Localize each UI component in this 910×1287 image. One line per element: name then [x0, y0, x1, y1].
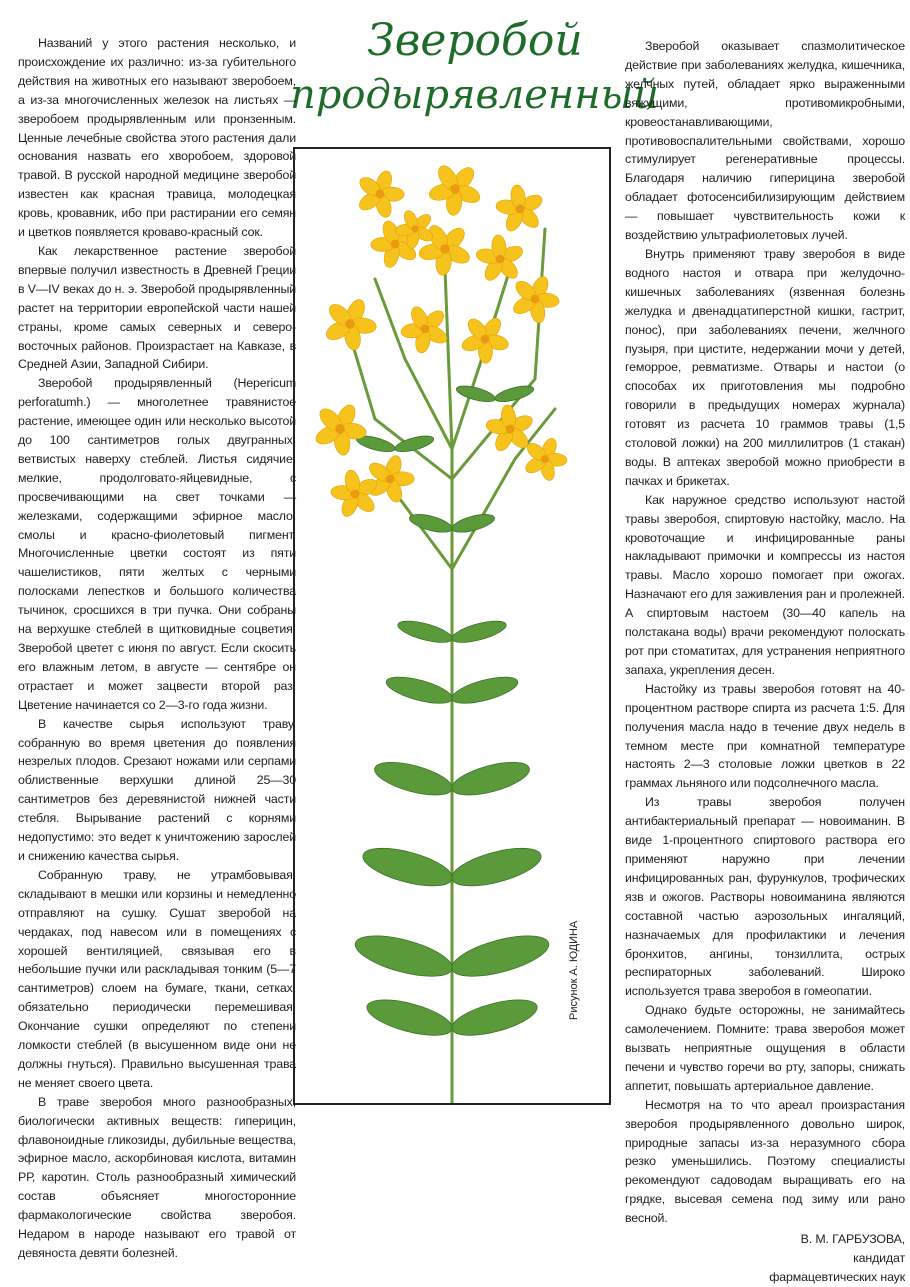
paragraph: Зверобой продырявленный (Hepericum perforatumh.) — многолетнее травянистое растение, имеющее один или несколько высотой до 100 сантиметров голых двугранных, ветвистых наверху стеблей. Листья сидячие, мелкие, продолговато-яйцевидные, с просвечивающими на свет точками — железками, содержащими эфирное масло, смолы и красно-фиолетовый пигмент. Многочисленные цветки состоят из пяти чашелистиков, пяти желтых с черными полосками лепестков и большого количества тычинок, сросшихся в три пучка. Они собраны на верхушке стеблей в щитковидные соцветия. Зверобой цветет с июня по август. Если скосить его влажным летом, в августе — сентябре он отрастает и может зацвести второй раз. Цветение начинается со 2—3-го года жизни. [18, 376, 296, 712]
paragraph: В качестве сырья используют траву, собранную во время цветения до появления незрелых плодов. Срезают ножами или серпами облиственные верхушки длиной 25—30 сантиметров без деревянистой нижней части стебля. Вырывание растений с корнями недопустимо: это ведет к уничтожению зарослей и снижению качества сырья. [18, 716, 296, 863]
paragraph: Несмотря на то что ареал произрастания зверобоя продырявленного довольно широк, природные запасы из-за неразумного сбора резко уменьшились. Поэтому специалисты рекомендуют садоводам выращивать его на грядке, высевая семена под зиму или рано весной. [625, 1097, 905, 1226]
leaf [493, 383, 535, 405]
title-line-2: продырявленный [290, 72, 659, 118]
paragraph: Собранную траву, не утрамбовывая, складывают в мешки или корзины и немедленно отправляют на сушку. Сушат зверобой на чердаках, под навесом или в помещениях с хорошей вентиляцией, связывая его в небольшие пучки или раскладывая тонким (5—7 сантиметров) слоем на бумаге, ткани, сетках, обязательно периодически перемешивая. Окончание сушки определяют по степени ломкости стеблей (в высушенном виде они не должны гнуться). Правильно высушенная трава не меняет своего цвета. [18, 867, 296, 1090]
article-title [290, 0, 659, 140]
left-text-column [18, 34, 296, 1263]
leaf [448, 841, 545, 894]
flower [348, 163, 411, 225]
paragraph: Из травы зверобоя получен антибактериальный препарат — новоиманин. В виде 1-процентного спиртового раствора его применяют наружно при лечении инфицированных ран, фурункулов, трофических язв и ожогов. Растворы новоиманина являются составной частью аэрозольных ингаляций, назначаемых для профилактики и лечения бронхитов, ангины, тонзиллита, острых респираторных заболеваний. Широко используется трава зверобоя в гомеопатии. [625, 795, 905, 999]
leaf [359, 841, 456, 894]
paragraph: Однако будьте осторожны, не занимайтесь самолечением. Помните: трава зверобоя может вызвать неприятные ощущения в области печени и чувство горечи во рту, запоры, снижать аппетит, повышать артериальное давление. [625, 1003, 905, 1093]
leaf [449, 672, 520, 709]
leaf [449, 756, 533, 802]
leaf [351, 928, 456, 985]
paragraph: Внутрь применяют траву зверобоя в виде водного настоя и отвара при желудочно-кишечных заболеваниях (язвенная болезнь желудка и двенадцатиперстной кишки, гастрит, понос), при заболеваниях печени, желчного пузыря, при цистите, недержании мочи у детей, геморрое, ревматизме. Отвары и настои (о способах их приготовления мы подробно говорили в предыдущих номерах журнала) готовят из расчета 10 граммов травы (1,5 столовой ложки) на 200 миллилитров (1 стакан) воды. В аптеках зверобой можно приобрести в пачках и брикетах. [625, 246, 905, 488]
leaf [371, 756, 455, 802]
paragraph: Как лекарственное растение зверобой впервые получил известность в Древней Греции в V—IV веках до н. э. Зверобой продырявленный растет на территории европейской части нашей страны, кроме самых северных и северо-восточных районов. Произрастает на Кавказе, в Средней Азии, Западной Сибири. [18, 243, 296, 372]
author-title: кандидат [853, 1251, 905, 1265]
title-line-1: Зверобой [367, 15, 583, 66]
flower [451, 305, 520, 373]
flower [304, 393, 377, 465]
leaf [396, 617, 454, 647]
leaf [384, 672, 455, 709]
leaf [448, 993, 540, 1043]
author-signature [625, 1230, 905, 1287]
branch-stem [375, 279, 452, 449]
st-johns-wort-illustration [295, 149, 609, 1103]
branch-stem [445, 269, 452, 449]
illustration-credit: Рисунок А. ЮДИНА [568, 920, 580, 1020]
author-name: В. М. ГАРБУЗОВА, [800, 1232, 905, 1247]
right-text-column [625, 37, 905, 1287]
paragraph: Зверобой оказывает спазмолитическое действие при заболеваниях желудка, кишечника, желчных путей, обладает ярко выраженными вяжущими, противомикробными, кровеостанавливающими, противовоспалительными свойствами, хорошо стимулирует регенеративные процессы. Благодаря наличию гиперицина зверобой обладает фотосенсибилизирующим действием — повышает чувствительность кожи к воздействию ультрафиолетовых лучей. [625, 39, 905, 243]
paragraph: Названий у этого растения несколько, и происхождение их различно: из-за губительного действия на животных его называют зверобоем, а из-за многочисленных железок на листьях — зверобоем продырявленным или пронзенным. Ценные лечебные свойства этого растения дали основания назвать его хворобоем, здоровой травой. В русской народной медицине зверобой известен как красная травица, молодецкая кровь, кровавник, ибо при растирании его семян и цветков появляется кроваво-красный сок. [18, 36, 296, 240]
author-title: фармацевтических наук [769, 1269, 905, 1284]
leaf [448, 928, 553, 985]
flower [487, 176, 553, 243]
paragraph: Как наружное средство используют настой травы зверобоя, спиртовую настойку, масло. На кровоточащие и инфицированные раны накладывают примочки и компрессы из настоя травы. Масло хорошо помогает при ожогах. Назначают его для заживления ран и пролежней. А спиртовым настоем (30—40 капель на полстакана воды) врачи рекомендуют полоскать рот при стоматитах, для устранения неприятного запаха, укрепления десен. [625, 492, 905, 677]
illustration-frame [293, 147, 611, 1105]
leaf [408, 511, 454, 536]
paragraph: Настойку из травы зверобоя готовят на 40-процентном растворе спирта из расчета 1:5. Для получения масла надо в течение двух недель в темном месте при комнатной температуре настоять 2—3 столовые ложки цветков в 22 граммах льняного или подсолнечного масла. [625, 681, 905, 791]
flower [314, 288, 386, 359]
leaf [455, 383, 497, 405]
leaf [450, 617, 508, 647]
leaf [363, 993, 455, 1043]
paragraph: В траве зверобоя много разнообразных, биологически активных веществ: гиперицин, флавоноидные гликозиды, дубильные вещества, эфирное масло, аскорбиновая кислота, витамин РР, каротин. Столь разнообразный химический состав объясняет многосторонние фармакологические свойства зверобоя. Недаром в народе называют его травой от девяноста девяти болезней. [18, 1094, 296, 1260]
